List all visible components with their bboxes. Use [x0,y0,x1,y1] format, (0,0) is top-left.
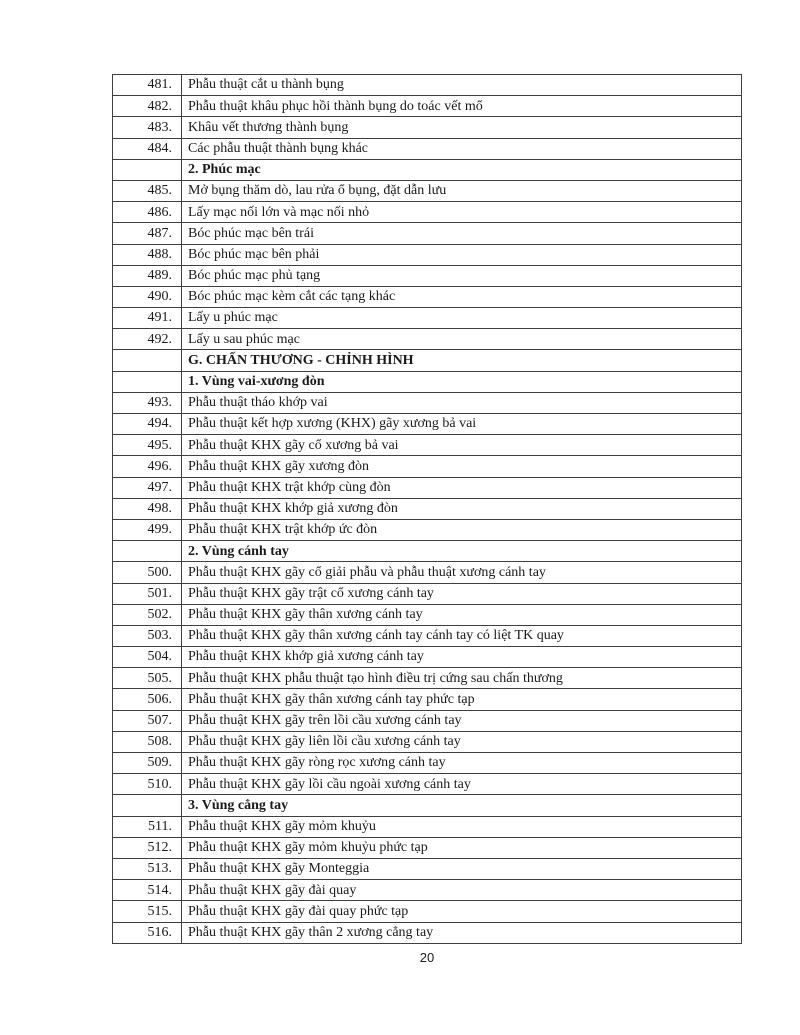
procedure-name-cell: Lấy mạc nối lớn và mạc nối nhỏ [182,202,742,223]
table-row [113,265,742,286]
row-number-cell: 510. [113,774,182,795]
row-number-cell: 506. [113,689,182,710]
procedure-name-cell: Phẫu thuật KHX khớp giả xương đòn [182,498,742,519]
procedure-name-cell: Phẫu thuật KHX trật khớp cùng đòn [182,477,742,498]
section-header-cell: 3. Vùng cẳng tay [182,795,742,816]
table-row [113,858,742,879]
procedure-name-cell: Phẫu thuật KHX trật khớp ức đòn [182,519,742,540]
table-row [113,880,742,901]
row-number-cell: 515. [113,901,182,922]
page-number: 20 [419,950,435,965]
row-number-cell: 497. [113,477,182,498]
row-number-cell: 503. [113,625,182,646]
section-header-cell: 2. Phúc mạc [182,159,742,180]
row-number-cell: 500. [113,562,182,583]
row-number-cell: 496. [113,456,182,477]
table-row [113,837,742,858]
row-number-cell: 488. [113,244,182,265]
procedure-name-cell: Phẫu thuật KHX gãy mỏm khuỷu [182,816,742,837]
procedure-name-cell: Phẫu thuật KHX gãy thân xương cánh tay [182,604,742,625]
row-number-cell: 501. [113,583,182,604]
row-number-cell [113,350,182,371]
section-header-row [113,350,742,371]
table-row [113,329,742,350]
row-number-cell: 486. [113,202,182,223]
table-row [113,96,742,117]
procedure-name-cell: Phẫu thuật KHX gãy xương đòn [182,456,742,477]
row-number-cell: 485. [113,180,182,201]
table-row [113,753,742,774]
procedure-name-cell: Bóc phúc mạc bên trái [182,223,742,244]
section-header-cell: G. CHẤN THƯƠNG - CHỈNH HÌNH [182,350,742,371]
row-number-cell: 484. [113,138,182,159]
procedure-name-cell: Phẫu thuật KHX gãy thân xương cánh tay phức tạp [182,689,742,710]
row-number-cell: 490. [113,286,182,307]
table-row [113,244,742,265]
table-row [113,625,742,646]
row-number-cell: 512. [113,837,182,858]
section-header-row [113,159,742,180]
table-row [113,731,742,752]
procedure-name-cell: Bóc phúc mạc phủ tạng [182,265,742,286]
procedure-name-cell: Phẫu thuật KHX gãy mỏm khuỷu phức tạp [182,837,742,858]
row-number-cell: 491. [113,308,182,329]
table-row [113,117,742,138]
procedure-table-body [113,75,742,944]
table-row [113,75,742,96]
procedure-name-cell: Phẫu thuật KHX gãy trật cổ xương cánh tay [182,583,742,604]
procedure-name-cell: Phẫu thuật tháo khớp vai [182,392,742,413]
section-header-row [113,541,742,562]
row-number-cell: 495. [113,435,182,456]
procedure-name-cell: Phẫu thuật KHX gãy đài quay phức tạp [182,901,742,922]
row-number-cell: 509. [113,753,182,774]
row-number-cell: 502. [113,604,182,625]
table-row [113,922,742,943]
row-number-cell: 505. [113,668,182,689]
table-row [113,435,742,456]
table-row [113,668,742,689]
table-row [113,901,742,922]
row-number-cell [113,159,182,180]
table-row [113,498,742,519]
procedure-name-cell: Phẫu thuật khâu phục hồi thành bụng do toác vết mổ [182,96,742,117]
procedure-name-cell: Phẫu thuật KHX gãy ròng rọc xương cánh tay [182,753,742,774]
table-row [113,286,742,307]
procedure-name-cell: Phẫu thuật KHX gãy thân xương cánh tay cánh tay có liệt TK quay [182,625,742,646]
row-number-cell: 494. [113,414,182,435]
section-header-cell: 2. Vùng cánh tay [182,541,742,562]
table-row [113,456,742,477]
procedure-table [112,74,742,944]
table-row [113,689,742,710]
row-number-cell: 499. [113,519,182,540]
procedure-name-cell: Phẫu thuật KHX phẫu thuật tạo hình điều trị cứng sau chấn thương [182,668,742,689]
procedure-name-cell: Lấy u phúc mạc [182,308,742,329]
procedure-name-cell: Phẫu thuật KHX gãy cổ giải phẫu và phẫu thuật xương cánh tay [182,562,742,583]
row-number-cell [113,371,182,392]
section-header-cell: 1. Vùng vai-xương đòn [182,371,742,392]
row-number-cell: 508. [113,731,182,752]
table-row [113,710,742,731]
table-row [113,647,742,668]
table-row [113,562,742,583]
row-number-cell: 487. [113,223,182,244]
table-row [113,223,742,244]
table-row [113,774,742,795]
row-number-cell: 482. [113,96,182,117]
table-row [113,583,742,604]
row-number-cell: 516. [113,922,182,943]
table-row [113,414,742,435]
row-number-cell: 513. [113,858,182,879]
table-row [113,519,742,540]
row-number-cell: 504. [113,647,182,668]
procedure-name-cell: Bóc phúc mạc kèm cắt các tạng khác [182,286,742,307]
row-number-cell: 493. [113,392,182,413]
row-number-cell: 481. [113,75,182,96]
table-row [113,180,742,201]
table-row [113,202,742,223]
procedure-name-cell: Phẫu thuật KHX gãy lồi cầu ngoài xương cánh tay [182,774,742,795]
section-header-row [113,371,742,392]
row-number-cell [113,541,182,562]
table-row [113,604,742,625]
row-number-cell: 498. [113,498,182,519]
procedure-name-cell: Lấy u sau phúc mạc [182,329,742,350]
row-number-cell: 489. [113,265,182,286]
procedure-name-cell: Phẫu thuật kết hợp xương (KHX) gãy xương bả vai [182,414,742,435]
procedure-name-cell: Các phẫu thuật thành bụng khác [182,138,742,159]
section-header-row [113,795,742,816]
table-row [113,308,742,329]
table-row [113,816,742,837]
procedure-name-cell: Phẫu thuật KHX gãy Monteggia [182,858,742,879]
row-number-cell: 514. [113,880,182,901]
procedure-name-cell: Phẫu thuật KHX gãy thân 2 xương cẳng tay [182,922,742,943]
row-number-cell: 511. [113,816,182,837]
table-row [113,392,742,413]
row-number-cell [113,795,182,816]
table-row [113,138,742,159]
procedure-name-cell: Bóc phúc mạc bên phải [182,244,742,265]
row-number-cell: 507. [113,710,182,731]
procedure-name-cell: Khâu vết thương thành bụng [182,117,742,138]
procedure-name-cell: Phẫu thuật KHX gãy trên lồi cầu xương cánh tay [182,710,742,731]
procedure-name-cell: Phẫu thuật cắt u thành bụng [182,75,742,96]
procedure-name-cell: Phẫu thuật KHX khớp giả xương cánh tay [182,647,742,668]
table-row [113,477,742,498]
row-number-cell: 492. [113,329,182,350]
procedure-name-cell: Phẫu thuật KHX gãy liên lồi cầu xương cánh tay [182,731,742,752]
row-number-cell: 483. [113,117,182,138]
procedure-name-cell: Phẫu thuật KHX gãy đài quay [182,880,742,901]
procedure-name-cell: Mở bụng thăm dò, lau rửa ổ bụng, đặt dẫn lưu [182,180,742,201]
procedure-name-cell: Phẫu thuật KHX gãy cổ xương bả vai [182,435,742,456]
